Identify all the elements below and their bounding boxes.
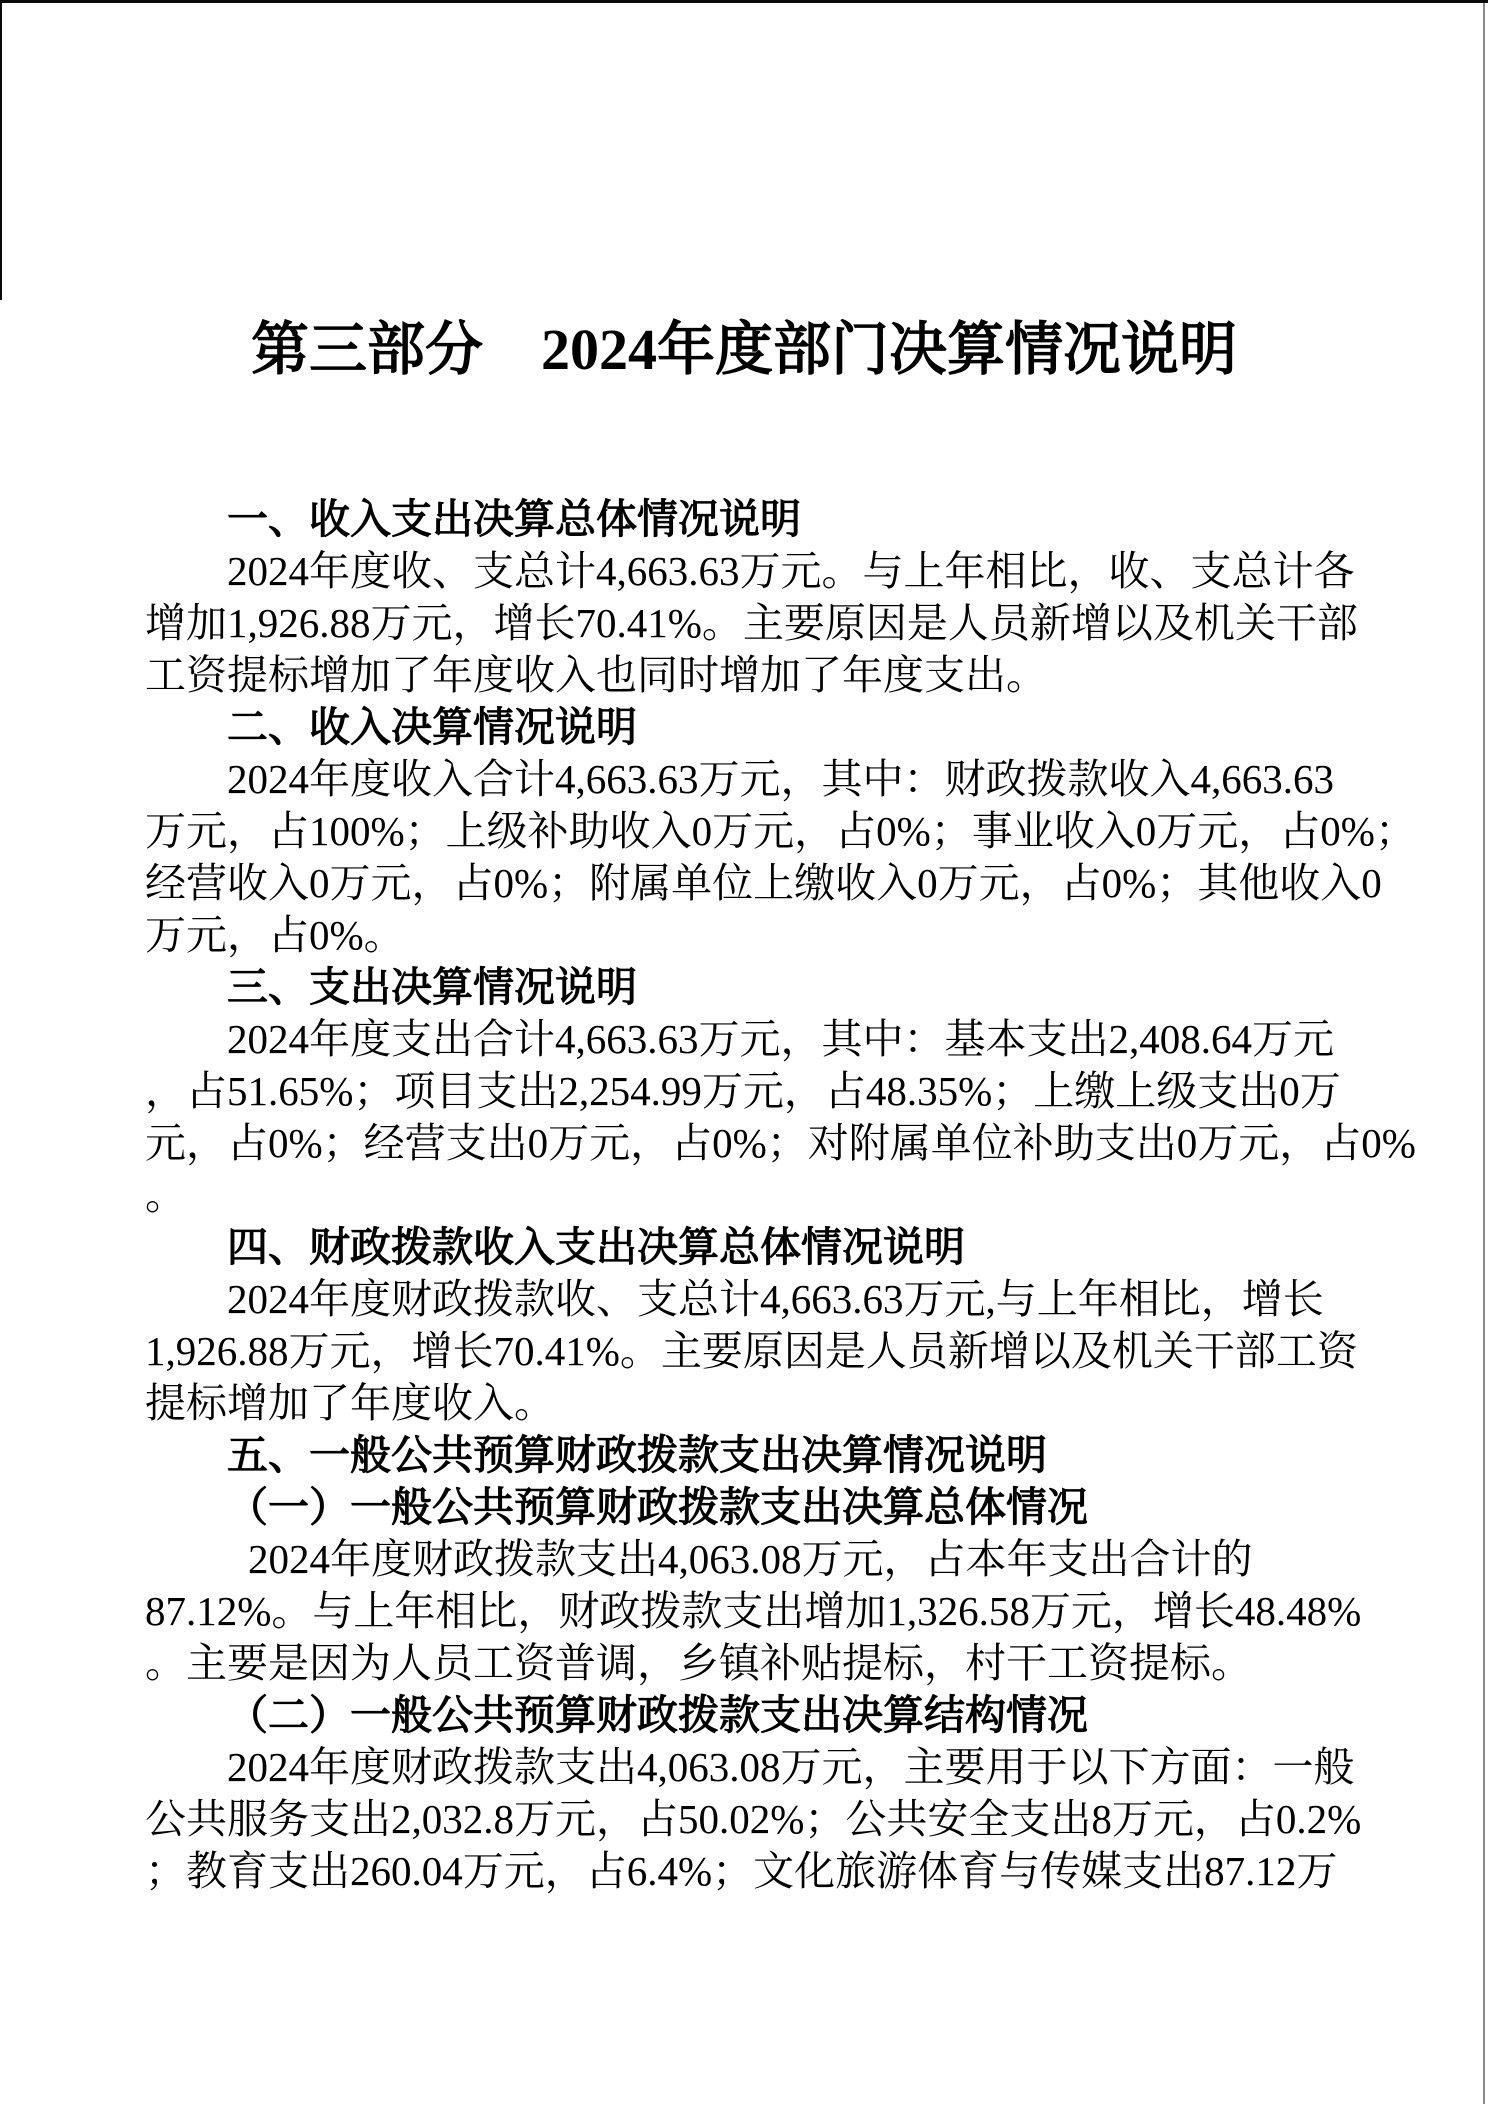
section-5-sub-2-heading: （二）一般公共预算财政拨款支出决算结构情况 bbox=[227, 1692, 1088, 1738]
section-2-line-1: 2024年度收入合计4,663.63万元，其中：财政拨款收入4,663.63 bbox=[227, 756, 1334, 802]
section-2-heading: 二、收入决算情况说明 bbox=[227, 704, 637, 750]
section-5-sub-1-line-2: 87.12%。与上年相比，财政拨款支出增加1,326.58万元，增长48.48% bbox=[145, 1588, 1362, 1634]
section-1-line-1: 2024年度收、支总计4,663.63万元。与上年相比，收、支总计各 bbox=[227, 548, 1355, 594]
page-right-border bbox=[1483, 3, 1485, 2104]
page-title: 第三部分 2024年度部门决算情况说明 bbox=[250, 317, 1237, 382]
section-4-heading: 四、财政拨款收入支出决算总体情况说明 bbox=[227, 1224, 965, 1270]
section-5-sub-1-line-1: 2024年度财政拨款支出4,063.08万元，占本年支出合计的 bbox=[248, 1536, 1253, 1582]
section-3-line-3: 元，占0%；经营支出0万元，占0%；对附属单位补助支出0万元，占0% bbox=[145, 1120, 1416, 1166]
section-2-line-4: 万元，占0%。 bbox=[145, 912, 405, 958]
section-3-line-1: 2024年度支出合计4,663.63万元，其中：基本支出2,408.64万元 bbox=[227, 1016, 1334, 1062]
section-5-sub-2-line-1: 2024年度财政拨款支出4,063.08万元，主要用于以下方面：一般 bbox=[227, 1744, 1355, 1790]
section-4-line-1: 2024年度财政拨款收、支总计4,663.63万元,与上年相比，增长 bbox=[227, 1276, 1324, 1322]
section-4-line-3: 提标增加了年度收入。 bbox=[145, 1380, 555, 1426]
section-1-heading: 一、收入支出决算总体情况说明 bbox=[227, 496, 801, 542]
section-2-line-2: 万元，占100%；上级补助收入0万元，占0%；事业收入0万元，占0%； bbox=[145, 808, 1416, 854]
section-1-line-3: 工资提标增加了年度收入也同时增加了年度支出。 bbox=[145, 652, 1047, 698]
section-3-line-4: 。 bbox=[145, 1172, 186, 1218]
section-4-line-2: 1,926.88万元，增长70.41%。主要原因是人员新增以及机关干部工资 bbox=[145, 1328, 1358, 1374]
section-5-sub-2-line-2: 公共服务支出2,032.8万元，占50.02%；公共安全支出8万元，占0.2% bbox=[145, 1796, 1362, 1842]
section-1-line-2: 增加1,926.88万元，增长70.41%。主要原因是人员新增以及机关干部 bbox=[145, 600, 1358, 646]
section-2-line-3: 经营收入0万元，占0%；附属单位上缴收入0万元，占0%；其他收入0 bbox=[145, 860, 1382, 906]
page-top-border bbox=[0, 0, 1488, 3]
document-body bbox=[145, 493, 1416, 1897]
section-3-heading: 三、支出决算情况说明 bbox=[227, 964, 637, 1010]
page-left-border bbox=[0, 0, 2, 300]
section-5-sub-1-line-3: 。主要是因为人员工资普调，乡镇补贴提标，村干工资提标。 bbox=[145, 1640, 1252, 1686]
section-3-line-2: ，占51.65%；项目支出2,254.99万元，占48.35%；上缴上级支出0万 bbox=[145, 1068, 1341, 1114]
section-5-sub-2-line-3: ；教育支出260.04万元，占6.4%；文化旅游体育与传媒支出87.12万 bbox=[145, 1848, 1338, 1894]
section-5-heading: 五、一般公共预算财政拨款支出决算情况说明 bbox=[227, 1432, 1047, 1478]
section-5-sub-1-heading: （一）一般公共预算财政拨款支出决算总体情况 bbox=[227, 1484, 1088, 1530]
